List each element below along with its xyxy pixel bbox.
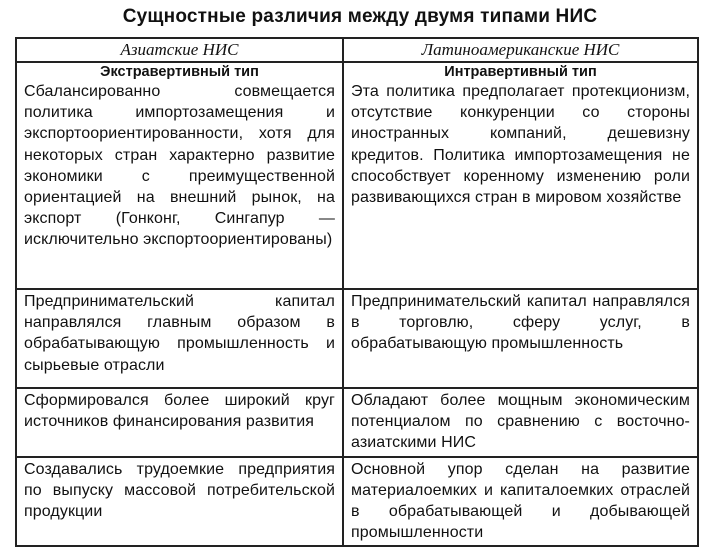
cell-text: Создавались трудоемкие предприятия по выпуску массовой потребительской продукции	[24, 460, 335, 521]
column-header-asian: Азиатские НИС	[16, 38, 343, 62]
table-row	[16, 457, 698, 547]
comparison-table	[15, 37, 699, 547]
cell-text: Обладают более мощным экономическим потенциалом по сравнению с восточно-азиатскими НИС	[351, 392, 690, 452]
header-row	[16, 38, 698, 62]
cell-asian-policy-type	[16, 62, 343, 289]
cell-text: Эта политика предполагает протекционизм, отсутствие конкуренции со стороны иностранных компаний, дешевизну кредитов. Политика импортозамещения не способствует коренному изменению роли развивающихся стран в мировом хозяйстве	[351, 83, 690, 207]
cell-text: Предпринимательский капитал направлялся главным образом в обрабатывающую промышленность и сырьевые отрасли	[24, 293, 335, 374]
cell-latin-potential	[343, 388, 698, 457]
cell-text: Основной упор сделан на развитие материалоемких и капиталоемких отраслей в обрабатывающей и добывающей промышленности	[351, 460, 690, 542]
table-row	[16, 62, 698, 289]
cell-text: Сформировался более широкий круг источников финансирования развития	[24, 392, 335, 431]
cell-latin-capital	[343, 289, 698, 388]
page-title: Сущностные различия между двумя типами НИС	[122, 6, 598, 27]
column-header-latin: Латиноамериканские НИС	[343, 38, 698, 62]
table-row	[16, 289, 698, 388]
cell-text: Сбалансированно совмещается политика импортозамещения и экспортоориентированности, хотя для некоторых стран характерно развитие экономики с преимущественной ориентацией на внешний рынок, на экспорт (Гонконг, Сингапур — исключительно экспортоориентированы)	[24, 83, 335, 249]
type-heading-asian: Экстравертивный тип	[100, 64, 259, 80]
type-heading-latin: Интравертивный тип	[444, 64, 597, 80]
cell-asian-capital	[16, 289, 343, 388]
table-row	[16, 388, 698, 457]
cell-latin-policy-type	[343, 62, 698, 289]
cell-text: Предпринимательский капитал направлялся в торговлю, сферу услуг, в обрабатывающую промышленность	[351, 293, 690, 353]
cell-latin-industries	[343, 457, 698, 547]
cell-asian-financing	[16, 388, 343, 457]
cell-asian-industries	[16, 457, 343, 547]
